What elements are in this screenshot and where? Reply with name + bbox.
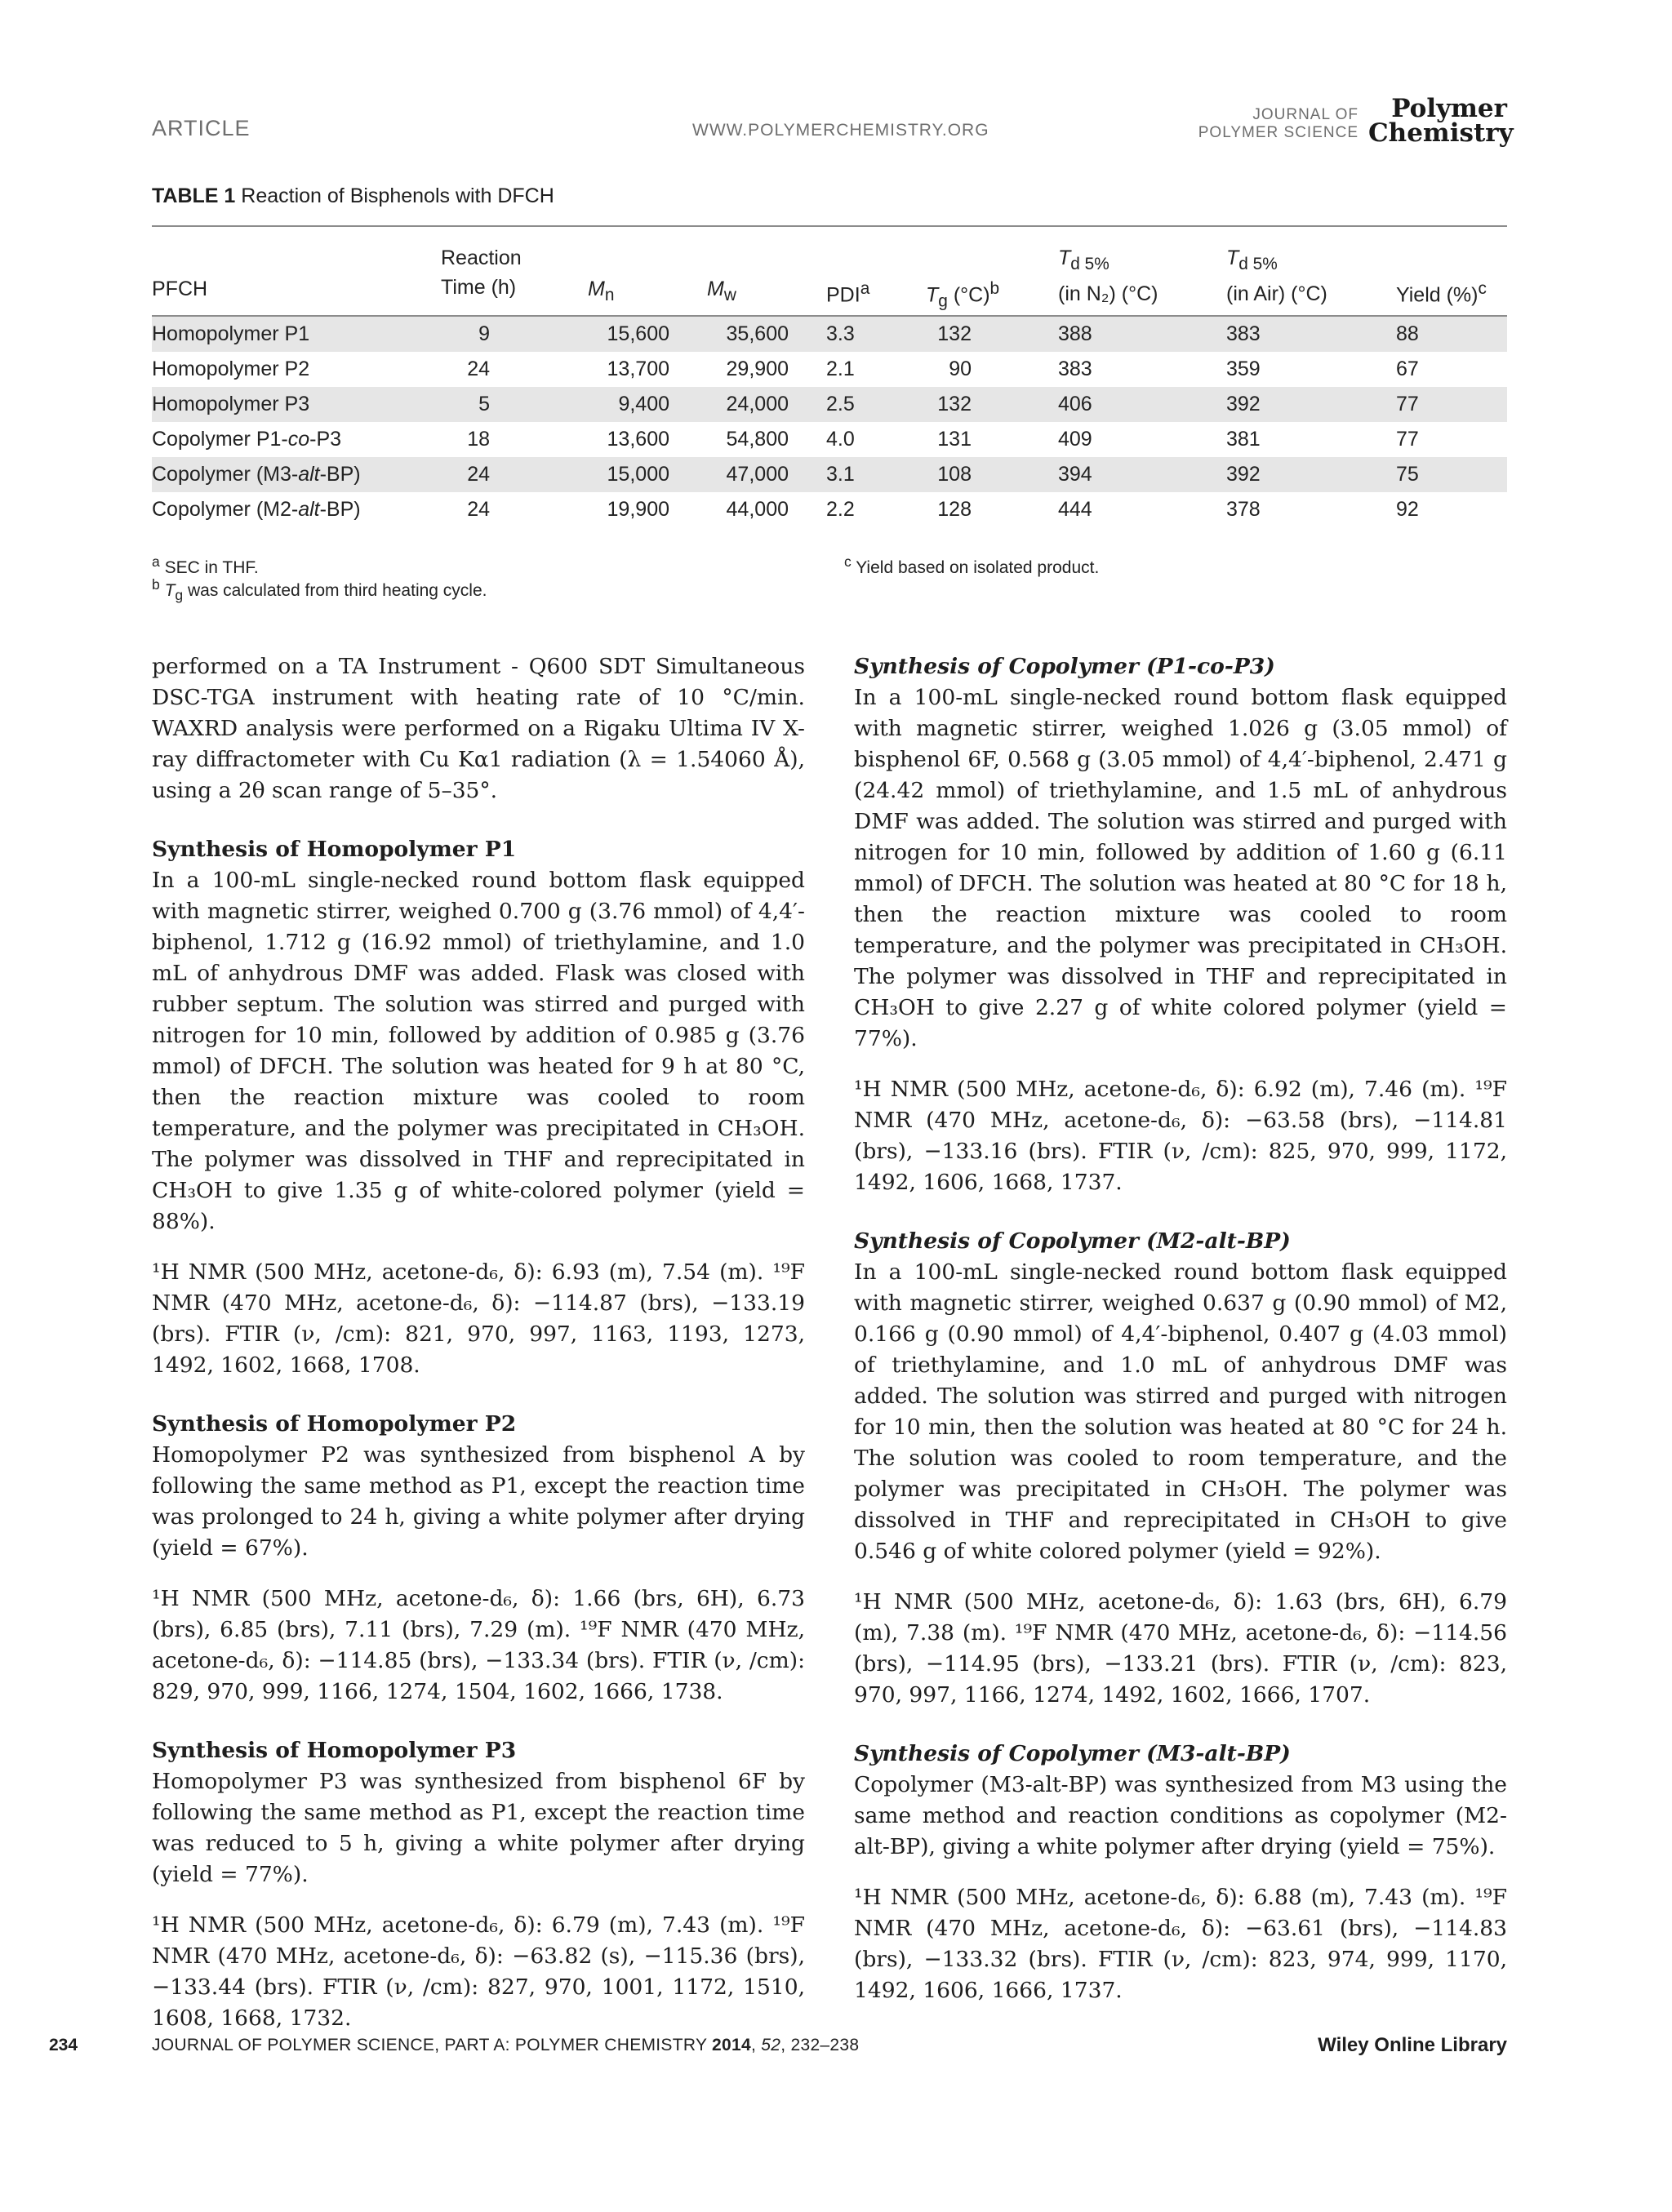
cell-tg: 131 xyxy=(937,428,972,451)
cell-td-n2: 394 xyxy=(1058,463,1092,486)
col-header-yield xyxy=(1396,274,1487,309)
footnote-b-subscript: g xyxy=(175,587,184,604)
table-top-rule xyxy=(152,225,1507,227)
cell-time: 24 xyxy=(467,463,490,486)
journal-logo xyxy=(1368,94,1514,148)
journal-name-line1: JOURNAL OF xyxy=(1252,106,1358,123)
table-footnote-c xyxy=(844,550,1099,580)
cell-pfch xyxy=(152,317,309,352)
journal-logo-line2: Chemistry xyxy=(1368,118,1514,148)
section-paragraph: In a 100-mL single-necked round bottom flask equipped with magnetic stirrer, weighed 0.700 g (3.76 mmol) of 4,4′-biphenol, 1.712 g (16.92 mmol) of triethylamine, and 1.0 mL of anhydrous DMF was added. Flask was closed with rubber septum. The solution was stirred and purged with nitrogen for 10 min, followed by addition of 0.985 g (3.76 mmol) of DFCH. The solution was heated for 9 h at 80 °C, then the reaction mixture was cooled to room temperature, and the polymer was precipitated in CH₃OH. The polymer was dissolved in THF and reprecipitated in CH₃OH to give 1.35 g of white-colored polymer (yield = 88%). xyxy=(152,868,805,1234)
cell-mw: 24,000 xyxy=(726,393,789,415)
section-paragraph: In a 100-mL single-necked round bottom flask equipped with magnetic stirrer, weighed 1.026 g (3.05 mmol) of bisphenol 6F, 0.568 g (3.05 mmol) of 4,4′-biphenol, 2.471 g (24.42 mmol) of triethylamine, and 1.5 mL of anhydrous DMF was added. The solution was stirred and purged with nitrogen for 10 min, followed by addition of 1.60 g (6.11 mmol) of DFCH. The solution was heated at 80 °C for 18 h, then the reaction mixture was cooled to room temperature, and the polymer was precipitated in CH₃OH. The polymer was dissolved in THF and reprecipitated in CH₃OH to give 2.27 g of white colored polymer (yield = 77%). xyxy=(854,685,1507,1051)
table-row xyxy=(152,422,1507,457)
td-n2-line1 xyxy=(1058,243,1158,279)
col-header-pfch: PFCH xyxy=(152,278,208,300)
pdi-footnote-mark: a xyxy=(860,279,870,298)
cell-mn: 9,400 xyxy=(618,393,669,415)
journal-url[interactable]: WWW.POLYMERCHEMISTRY.ORG xyxy=(692,121,989,140)
td-air-symbol: T xyxy=(1226,247,1239,269)
cell-pfch xyxy=(152,422,341,457)
cell-pdi: 4.0 xyxy=(826,428,855,451)
section-copolymer-m3-alt-bp xyxy=(854,1739,1507,2006)
cell-td-air: 392 xyxy=(1226,393,1261,415)
col-header-mn xyxy=(588,274,614,310)
td-n2-line2: (in N₂) (°C) xyxy=(1058,282,1158,305)
footnote-c-mark: c xyxy=(844,553,852,570)
journal-logo-line1: Polymer xyxy=(1391,94,1507,123)
pdi-label: PDI xyxy=(826,283,860,307)
running-header-section: ARTICLE xyxy=(152,116,251,140)
footnote-a-text: SEC in THF. xyxy=(159,558,259,577)
cell-pdi: 2.5 xyxy=(826,393,855,415)
cell-mw: 44,000 xyxy=(726,498,789,521)
col-header-pdi xyxy=(826,274,869,309)
section-homopolymer-p1 xyxy=(152,834,805,1381)
cell-time: 9 xyxy=(478,322,490,345)
cell-tg: 132 xyxy=(937,322,972,345)
section-heading: Synthesis of Homopolymer P3 xyxy=(152,1738,517,1763)
page-number: 234 xyxy=(49,2036,78,2054)
cell-pfch-italic: co xyxy=(287,428,310,451)
cell-mn: 15,000 xyxy=(607,463,669,486)
cell-pdi: 3.1 xyxy=(826,463,855,486)
section-heading: Synthesis of Copolymer (M2-alt-BP) xyxy=(854,1228,1291,1254)
footnote-b-mark: b xyxy=(152,576,160,593)
cell-yield: 88 xyxy=(1396,322,1419,345)
col-header-td-air xyxy=(1226,243,1327,309)
col-header-reaction-time xyxy=(441,243,522,302)
cell-pfch-italic: alt xyxy=(298,463,320,486)
tg-footnote-mark: b xyxy=(989,279,1000,298)
cell-pdi: 2.2 xyxy=(826,498,855,521)
cell-yield: 67 xyxy=(1396,358,1419,380)
cell-pfch-suffix: -BP) xyxy=(319,498,361,521)
cell-yield: 77 xyxy=(1396,428,1419,451)
mw-symbol: M xyxy=(707,278,724,300)
cell-td-air: 383 xyxy=(1226,322,1261,345)
td-n2-symbol: T xyxy=(1058,247,1071,269)
td-air-subscript: d 5% xyxy=(1238,255,1278,273)
intro-paragraph: performed on a TA Instrument - Q600 SDT Simultaneous DSC-TGA instrument with heating rate of 10 °C/min. WAXRD analysis were performed on a Rigaku Ultima IV X-ray diffractometer with Cu Kα1 radiation (λ = 1.54060 Å), using a 2θ scan range of 5–35°. xyxy=(152,654,805,803)
cell-pfch-suffix: -BP) xyxy=(319,463,361,486)
cell-mw: 54,800 xyxy=(726,428,789,451)
tg-subscript: g xyxy=(938,291,948,311)
cell-tg: 132 xyxy=(937,393,972,415)
cell-pfch-text: Copolymer (M3- xyxy=(152,463,299,486)
cell-pfch-text: Homopolymer P1 xyxy=(152,322,310,345)
cell-td-n2: 383 xyxy=(1058,358,1092,380)
cell-yield: 75 xyxy=(1396,463,1419,486)
footnote-b-text: was calculated from third heating cycle. xyxy=(183,581,487,600)
cell-pfch-text: Homopolymer P3 xyxy=(152,393,310,415)
cell-td-n2: 388 xyxy=(1058,322,1092,345)
mn-symbol: M xyxy=(588,278,605,300)
cell-yield: 92 xyxy=(1396,498,1419,521)
tg-unit: (°C) xyxy=(947,283,990,307)
section-nmr-data: ¹H NMR (500 MHz, acetone-d₆, δ): 6.93 (m), 7.54 (m). ¹⁹F NMR (470 MHz, acetone-d₆, δ): −114.87 (brs), −133.19 (brs). FTIR (ν, /cm): 821, 970, 997, 1163, 1193, 1273, 1492, 1602, 1668, 1708. xyxy=(152,1259,805,1378)
cell-pfch xyxy=(152,387,309,422)
cell-td-air: 378 xyxy=(1226,498,1261,521)
cell-td-n2: 409 xyxy=(1058,428,1092,451)
section-nmr-data: ¹H NMR (500 MHz, acetone-d₆, δ): 6.79 (m), 7.43 (m). ¹⁹F NMR (470 MHz, acetone-d₆, δ): −63.82 (s), −115.36 (brs), −133.44 (brs). FTIR (ν, /cm): 827, 970, 1001, 1172, 1510, 1608, 1668, 1732. xyxy=(152,1912,805,2031)
cell-time: 5 xyxy=(478,393,490,415)
td-n2-subscript: d 5% xyxy=(1070,255,1109,273)
cell-pdi: 2.1 xyxy=(826,358,855,380)
table-footnote-b xyxy=(152,573,487,606)
footer-pages: 232–238 xyxy=(790,2036,860,2054)
yield-footnote-mark: c xyxy=(1478,279,1487,298)
mn-subscript: n xyxy=(604,286,615,304)
section-paragraph: Homopolymer P3 was synthesized from bisphenol 6F by following the same method as P1, except the reaction time was reduced to 5 h, giving a white polymer after drying (yield = 77%). xyxy=(152,1769,805,1887)
table-row xyxy=(152,457,1507,492)
footer-journal-name: JOURNAL OF POLYMER SCIENCE, PART A: POLYMER CHEMISTRY xyxy=(152,2036,707,2054)
cell-time: 24 xyxy=(467,498,490,521)
table-row xyxy=(152,387,1507,422)
table-row xyxy=(152,492,1507,527)
cell-tg: 90 xyxy=(949,358,972,380)
td-air-line1 xyxy=(1226,243,1327,279)
cell-time: 18 xyxy=(467,428,490,451)
cell-mw: 47,000 xyxy=(726,463,789,486)
cell-td-air: 359 xyxy=(1226,358,1261,380)
section-paragraph: Homopolymer P2 was synthesized from bisphenol A by following the same method as P1, except the reaction time was prolonged to 24 h, giving a white polymer after drying (yield = 67%). xyxy=(152,1442,805,1561)
yield-label: Yield (%) xyxy=(1396,283,1479,307)
body-column-right xyxy=(854,651,1507,2026)
body-column-left xyxy=(152,651,805,2054)
section-homopolymer-p3 xyxy=(152,1735,805,2034)
table-caption xyxy=(152,184,554,208)
section-nmr-data: ¹H NMR (500 MHz, acetone-d₆, δ): 1.66 (brs, 6H), 6.73 (brs), 6.85 (brs), 7.11 (brs), 7.29 (m). ¹⁹F NMR (470 MHz, acetone-d₆, δ): −114.85 (brs), −133.34 (brs). FTIR (ν, /cm): 829, 970, 999, 1166, 1274, 1504, 1602, 1666, 1738. xyxy=(152,1586,805,1704)
section-paragraph: Copolymer (M3-alt-BP) was synthesized from M3 using the same method and reaction conditions as copolymer (M2-alt-BP), giving a white polymer after drying (yield = 75%). xyxy=(854,1772,1507,1859)
section-heading: Synthesis of Homopolymer P1 xyxy=(152,837,517,862)
cell-time: 24 xyxy=(467,358,490,380)
cell-mn: 15,600 xyxy=(607,322,669,345)
cell-mw: 29,900 xyxy=(726,358,789,380)
tg-symbol: T xyxy=(926,283,939,307)
col-header-tg xyxy=(926,274,999,316)
table-row xyxy=(152,352,1507,387)
cell-pfch-italic: alt xyxy=(298,498,320,521)
col-header-td-n2 xyxy=(1058,243,1158,309)
footnote-c-text: Yield based on isolated product. xyxy=(851,558,1100,577)
section-nmr-data: ¹H NMR (500 MHz, acetone-d₆, δ): 6.92 (m), 7.46 (m). ¹⁹F NMR (470 MHz, acetone-d₆, δ): −63.58 (brs), −114.81 (brs), −133.16 (brs). FTIR (ν, /cm): 825, 970, 999, 1172, 1492, 1606, 1668, 1737. xyxy=(854,1077,1507,1195)
cell-yield: 77 xyxy=(1396,393,1419,415)
table-caption-text: Reaction of Bisphenols with DFCH xyxy=(241,184,554,207)
cell-td-air: 381 xyxy=(1226,428,1261,451)
cell-pfch xyxy=(152,457,361,492)
cell-td-air: 392 xyxy=(1226,463,1261,486)
col-header-reaction-line2: Time (h) xyxy=(441,276,517,299)
section-paragraph: In a 100-mL single-necked round bottom flask equipped with magnetic stirrer, weighed 0.637 g (0.90 mmol) of M2, 0.166 g (0.90 mmol) of 4,4′-biphenol, 0.407 g (4.03 mmol) of triethylamine, and 1.0 mL of anhydrous DMF was added. The solution was stirred and purged with nitrogen for 10 min, then the solution was heated at 80 °C for 24 h. The solution was cooled to room temperature, and the polymer was precipitated in CH₃OH. The polymer was dissolved in THF and reprecipitated in CH₃OH to give 0.546 g of white colored polymer (yield = 92%). xyxy=(854,1259,1507,1564)
cell-tg: 108 xyxy=(937,463,972,486)
footer-volume: 52 xyxy=(761,2036,781,2054)
cell-pfch xyxy=(152,352,309,387)
cell-mn: 13,600 xyxy=(607,428,669,451)
cell-pfch-text: Copolymer P1- xyxy=(152,428,288,451)
journal-name-line2: POLYMER SCIENCE xyxy=(1198,124,1358,141)
section-heading: Synthesis of Homopolymer P2 xyxy=(152,1411,517,1437)
cell-pfch-text: Homopolymer P2 xyxy=(152,358,310,380)
section-nmr-data: ¹H NMR (500 MHz, acetone-d₆, δ): 6.88 (m), 7.43 (m). ¹⁹F NMR (470 MHz, acetone-d₆, δ): −63.61 (brs), −114.83 (brs), −133.32 (brs). FTIR (ν, /cm): 823, 974, 999, 1170, 1492, 1606, 1666, 1737. xyxy=(854,1885,1507,2003)
cell-tg: 128 xyxy=(937,498,972,521)
table-caption-label: TABLE 1 xyxy=(152,184,236,207)
section-heading: Synthesis of Copolymer (P1-co-P3) xyxy=(854,654,1275,679)
footnote-b-symbol: T xyxy=(164,581,176,600)
cell-mn: 19,900 xyxy=(607,498,669,521)
col-header-reaction-line1: Reaction xyxy=(441,247,522,269)
cell-mn: 13,700 xyxy=(607,358,669,380)
footnote-a-mark: a xyxy=(152,553,160,570)
cell-pdi: 3.3 xyxy=(826,322,855,345)
section-heading: Synthesis of Copolymer (M3-alt-BP) xyxy=(854,1741,1291,1766)
td-air-line2: (in Air) (°C) xyxy=(1226,282,1327,305)
section-homopolymer-p2 xyxy=(152,1409,805,1708)
col-header-mw xyxy=(707,274,736,310)
mw-subscript: w xyxy=(723,286,736,304)
section-copolymer-m2-alt-bp xyxy=(854,1226,1507,1711)
wiley-online-library-link[interactable]: Wiley Online Library xyxy=(1318,2034,1507,2056)
cell-mw: 35,600 xyxy=(726,322,789,345)
footer-citation: JOURNAL OF POLYMER SCIENCE, PART A: POLYMER CHEMISTRY 2014, 52, 232–238 xyxy=(152,2036,860,2054)
section-copolymer-p1-co-p3 xyxy=(854,651,1507,1198)
cell-pfch-suffix: -P3 xyxy=(309,428,342,451)
cell-pfch-text: Copolymer (M2- xyxy=(152,498,299,521)
journal-name xyxy=(1159,106,1358,142)
section-nmr-data: ¹H NMR (500 MHz, acetone-d₆, δ): 1.63 (brs, 6H), 6.79 (m), 7.38 (m). ¹⁹F NMR (470 MHz, acetone-d₆, δ): −114.56 (brs), −114.95 (brs), −133.21 (brs). FTIR (ν, /cm): 823, 970, 997, 1166, 1274, 1492, 1602, 1666, 1707. xyxy=(854,1589,1507,1708)
cell-td-n2: 406 xyxy=(1058,393,1092,415)
cell-pfch xyxy=(152,492,361,527)
cell-td-n2: 444 xyxy=(1058,498,1092,521)
table-row xyxy=(152,317,1507,352)
footer-year: 2014 xyxy=(712,2036,751,2054)
